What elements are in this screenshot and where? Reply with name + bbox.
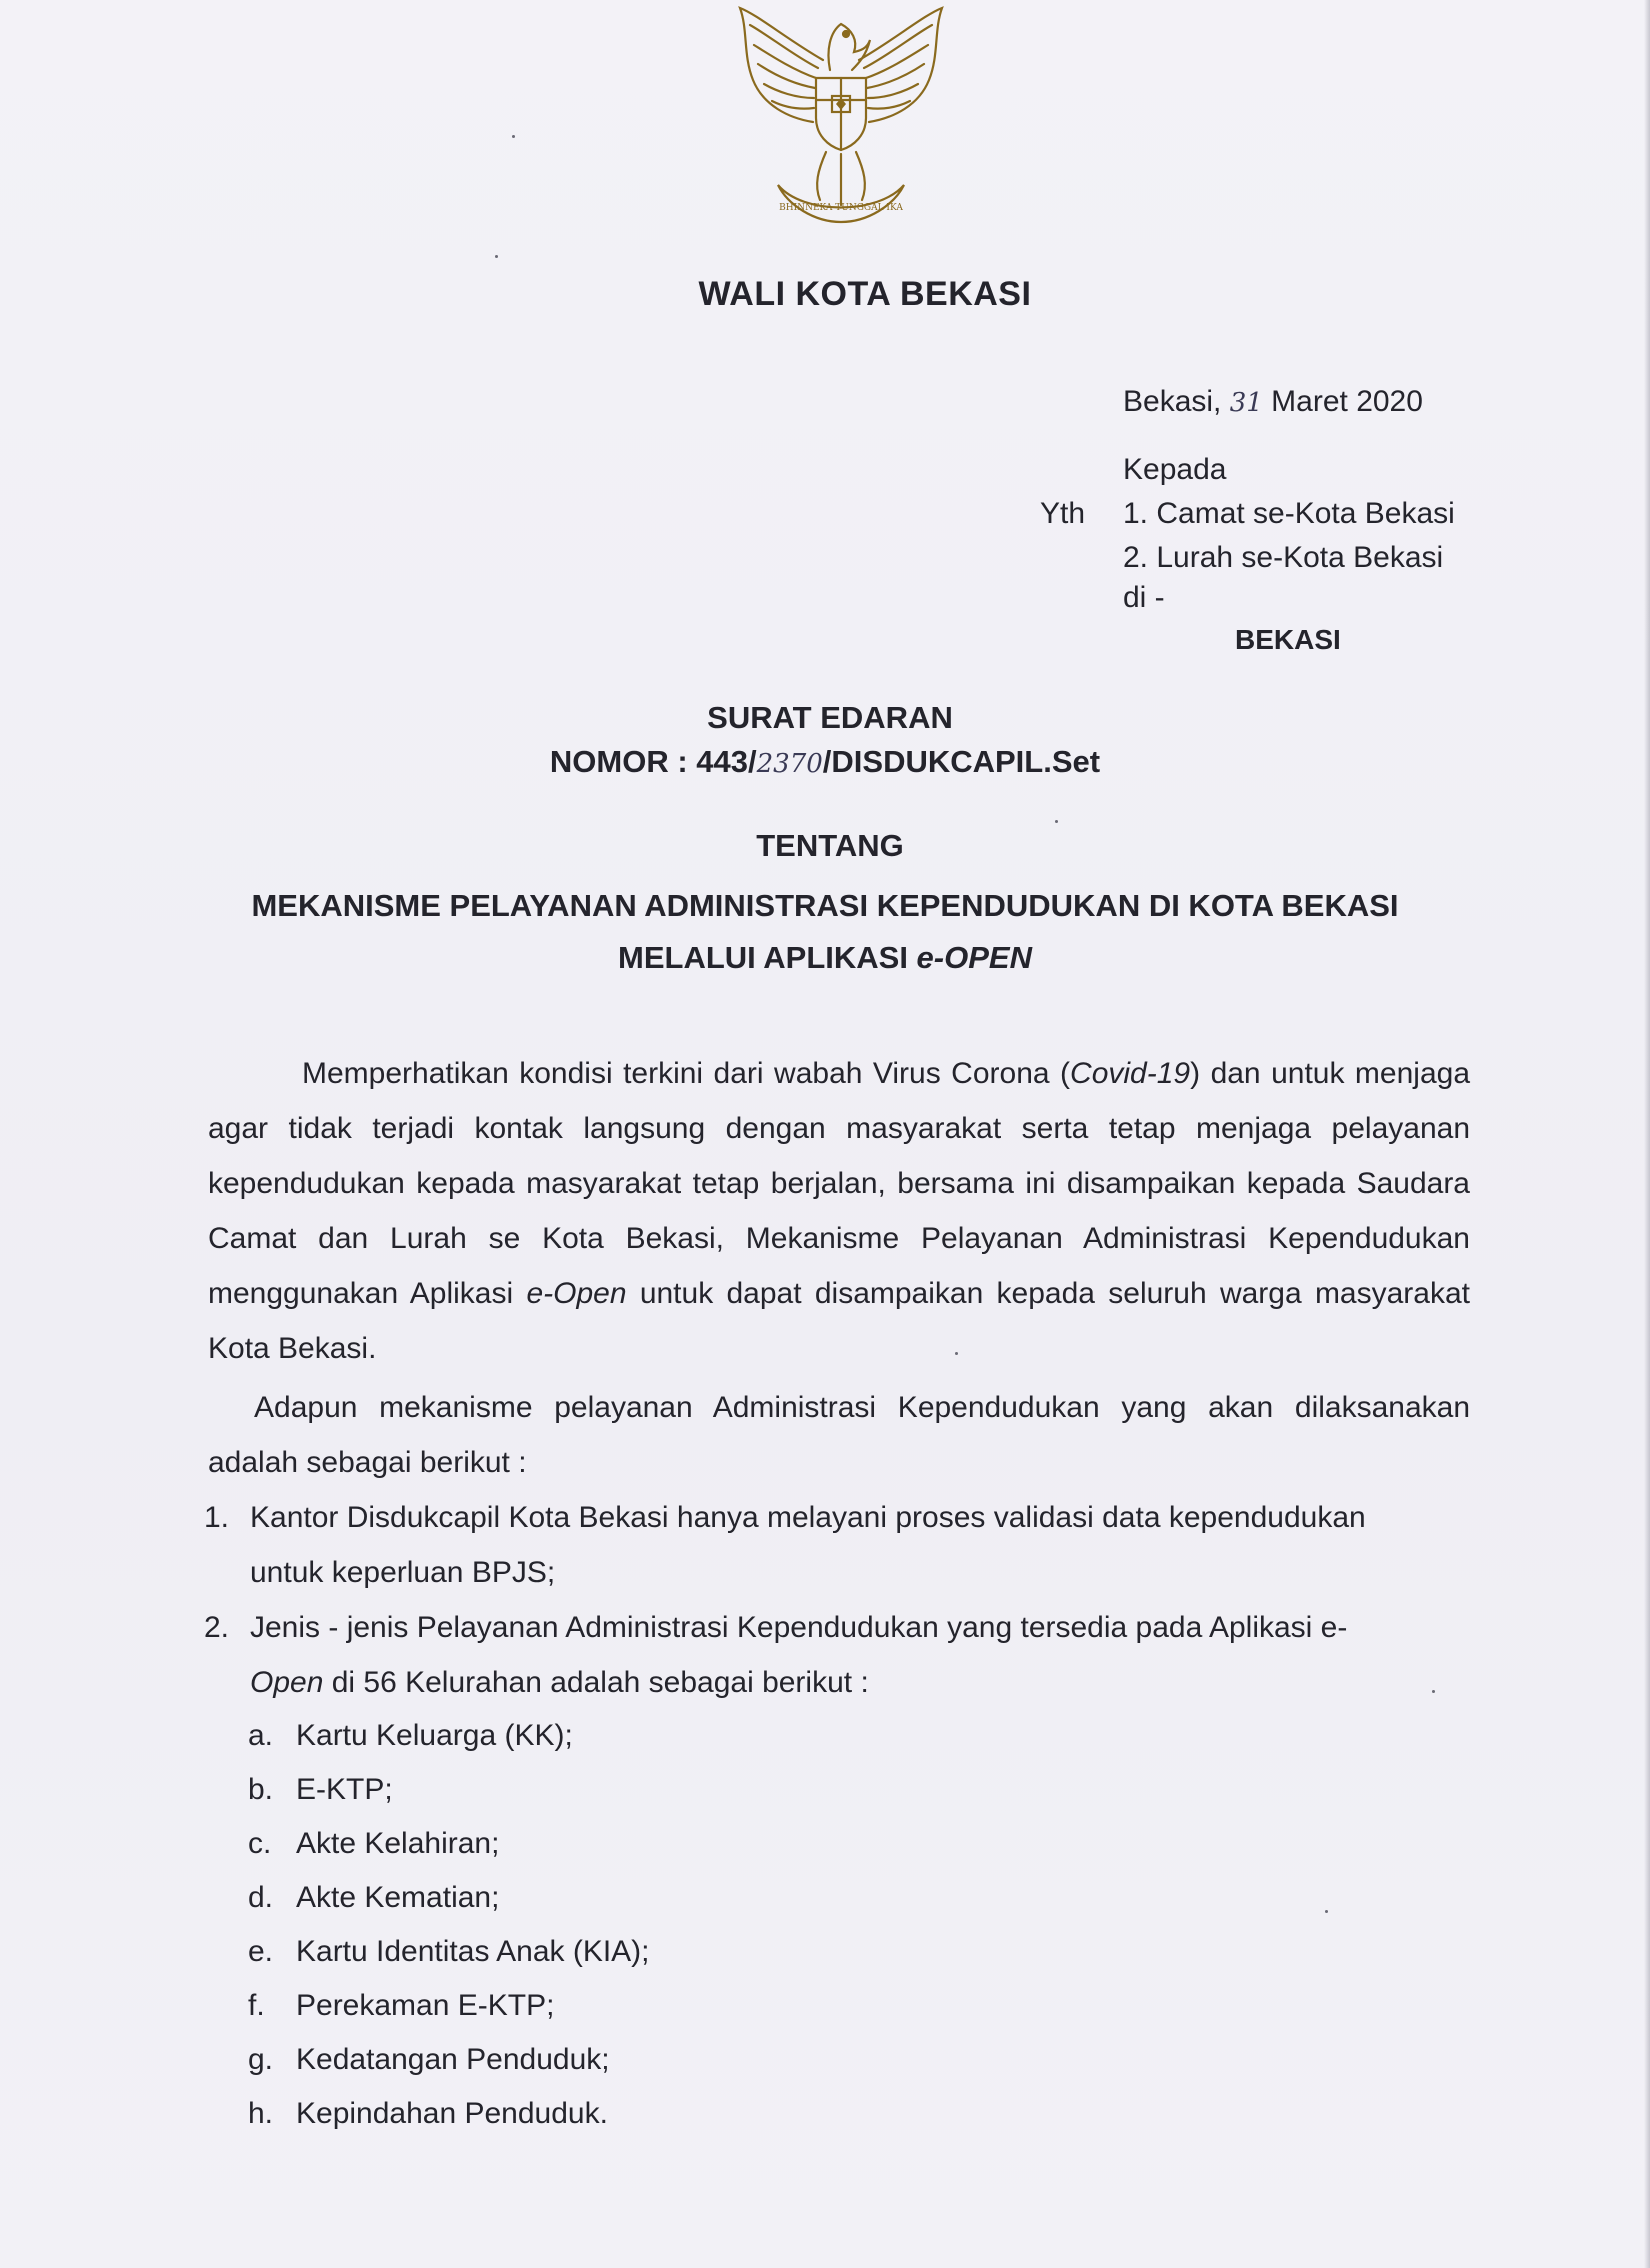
date-month-year: Maret 2020 [1271, 385, 1423, 418]
sub-item-a [248, 1708, 1048, 1763]
sub-item-letter: g. [248, 2043, 274, 2076]
sub-item-letter: d. [248, 1881, 274, 1914]
list-item-2 [204, 1600, 1474, 1710]
tentang-heading: TENTANG [756, 828, 904, 863]
scan-speck [1325, 1910, 1328, 1913]
recipient-kepada: Kepada [1123, 453, 1227, 486]
garuda-emblem-icon [718, 0, 964, 246]
recipient-city: BEKASI [1235, 624, 1341, 655]
scan-speck [495, 255, 498, 258]
sub-item-letter: b. [248, 1773, 274, 1806]
p1-covid: Covid-19 [1070, 1057, 1191, 1090]
sub-item-text: Kedatangan Penduduk; [296, 2043, 610, 2076]
p1-part-c: untuk dapat disampaikan kepada seluruh warga masyarakat Kota Bekasi. [208, 1277, 1470, 1365]
body-paragraph-1 [208, 1046, 1470, 1376]
body-paragraph-2: Adapun mekanisme pelayanan Administrasi Kependudukan yang akan dilaksanakan adalah sebagai berikut : [208, 1391, 1470, 1479]
subject-eopen: e-OPEN [916, 940, 1032, 975]
list-item-2-open: Open [250, 1666, 324, 1699]
sub-item-text: Perekaman E-KTP; [296, 1989, 555, 2022]
p1-part-b: ) dan untuk menjaga agar tidak terjadi kontak langsung dengan masyarakat serta tetap menjaga pelayanan kependudukan kepada masyarakat tetap berjalan, bersama ini disampaikan kepada Saudara Camat dan Lurah se Kota Bekasi, Mekanisme Pelayanan Administrasi Kependudukan menggunakan Aplikasi [208, 1057, 1471, 1310]
scan-speck [1432, 1690, 1435, 1693]
scan-speck [955, 1352, 958, 1355]
scan-edge-shadow [1644, 0, 1650, 2268]
sub-item-text: E-KTP; [296, 1773, 393, 1806]
sub-item-letter: f. [248, 1989, 265, 2022]
list-item-2-number: 2. [204, 1611, 230, 1644]
subject-line-2-prefix: MELALUI APLIKASI [618, 940, 917, 975]
sub-item-text: Kartu Identitas Anak (KIA); [296, 1935, 650, 1968]
document-number [0, 744, 1650, 780]
recipient-item-1: 1. Camat se-Kota Bekasi [1123, 497, 1455, 530]
sub-item-c [248, 1816, 1048, 1871]
date-day-handwritten: 31 [1229, 388, 1263, 418]
recipient-yth: Yth [1040, 497, 1086, 530]
emblem-motto: BHINNEKA TUNGGAL IKA [779, 203, 903, 213]
recipient-di: di - [1123, 581, 1165, 614]
sub-item-text: Akte Kematian; [296, 1881, 500, 1914]
list-item-1-line-2: untuk keperluan BPJS; [250, 1556, 556, 1589]
list-item-2-line-1: Jenis - jenis Pelayanan Administrasi Kependudukan yang tersedia pada Aplikasi e- [250, 1611, 1348, 1644]
sub-item-e [248, 1924, 1048, 1979]
sub-item-letter: a. [248, 1719, 274, 1752]
sub-item-letter: c. [248, 1827, 272, 1860]
letterhead-title: WALI KOTA BEKASI [698, 275, 1032, 313]
subject-line-2 [0, 940, 1650, 976]
number-suffix: /DISDUKCAPIL.Set [822, 744, 1101, 779]
sub-item-h [248, 2086, 1048, 2141]
list-item-2-line-2-rest: di 56 Kelurahan adalah sebagai berikut : [323, 1666, 869, 1699]
sub-item-text: Kepindahan Penduduk. [296, 2097, 608, 2130]
recipient-item-2: 2. Lurah se-Kota Bekasi [1123, 541, 1444, 574]
sub-item-letter: h. [248, 2097, 274, 2130]
number-handwritten: 2370 [756, 749, 823, 779]
p1-part-a: Memperhatikan kondisi terkini dari wabah Virus Corona ( [302, 1057, 1071, 1090]
letter-date [1123, 380, 1423, 425]
number-prefix: NOMOR : 443/ [549, 744, 757, 779]
scan-speck [1055, 820, 1058, 823]
sub-item-g [248, 2032, 1048, 2087]
sub-item-text: Akte Kelahiran; [296, 1827, 500, 1860]
list-item-1 [204, 1490, 1474, 1600]
list-item-1-number: 1. [204, 1501, 230, 1534]
sub-item-text: Kartu Keluarga (KK); [296, 1719, 573, 1752]
date-prefix: Bekasi, [1123, 385, 1222, 418]
p1-eopen: e-Open [526, 1277, 627, 1310]
sub-item-b [248, 1762, 1048, 1817]
list-item-2-line-2 [250, 1655, 869, 1710]
document-type: SURAT EDARAN [707, 700, 953, 735]
list-item-1-line-1: Kantor Disdukcapil Kota Bekasi hanya melayani proses validasi data kependudukan [250, 1501, 1366, 1534]
sub-item-letter: e. [248, 1935, 274, 1968]
sub-item-d [248, 1870, 1048, 1925]
subject-line-1: MEKANISME PELAYANAN ADMINISTRASI KEPENDUDUKAN DI KOTA BEKASI [251, 888, 1399, 923]
scan-speck [512, 135, 515, 138]
sub-item-f [248, 1978, 1048, 2033]
